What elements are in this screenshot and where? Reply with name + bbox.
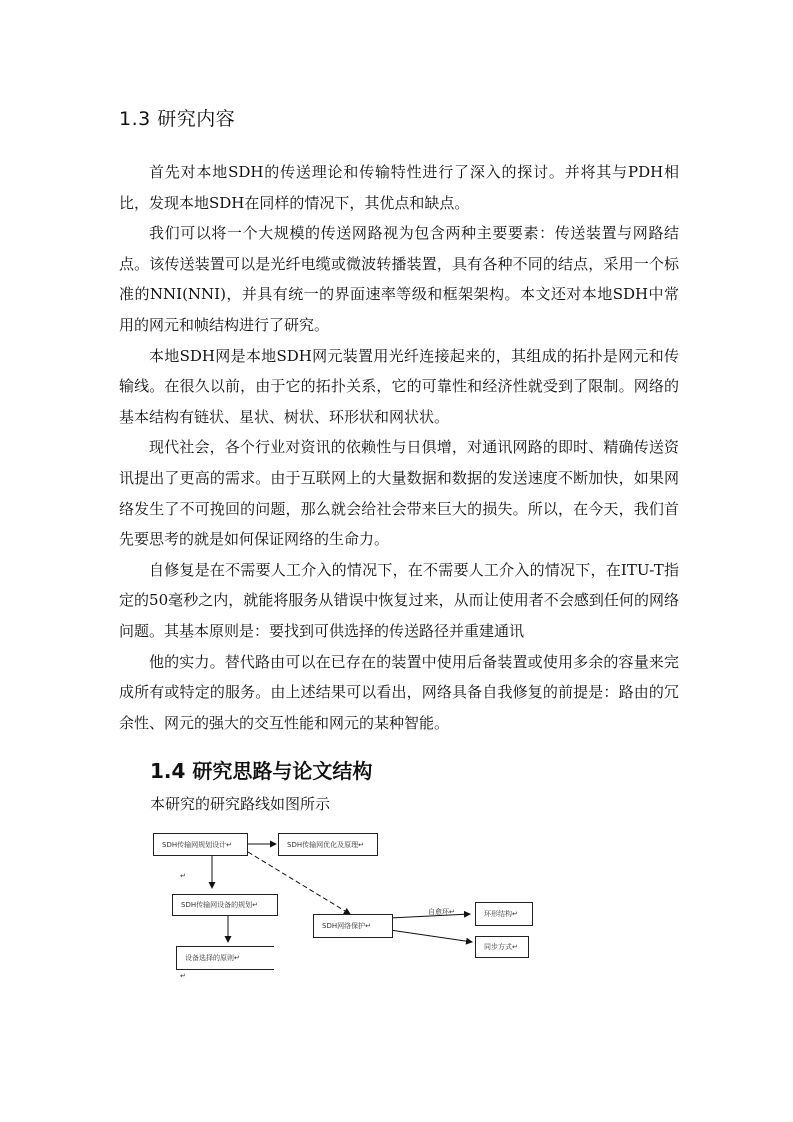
- node-optimization: SDH传输网优化及原理↵: [278, 833, 378, 856]
- node-equipment-planning: SDH传输网设备的规划↵: [172, 894, 278, 916]
- paragraph-1: 首先对本地SDH的传送理论和传输特性进行了深入的探讨。并将其与PDH相比，发现本地SDH在同样的情况下，其优点和缺点。: [119, 163, 679, 212]
- research-route-flowchart: [150, 822, 550, 987]
- section-1-3-body: [119, 157, 679, 738]
- section-heading-1-4: 1.4 研究思路与论文结构: [150, 759, 373, 783]
- node-network-protection: SDH网络保护↵: [313, 914, 393, 938]
- section-heading-1-3: 1.3 研究内容: [119, 108, 236, 130]
- paragraph-4: 现代社会，各个行业对资讯的依赖性与日俱增，对通讯网路的即时、精确传送资讯提出了更高的需求。由于互联网上的大量数据和数据的发送速度不断加快，如果网络发生了不可挽回的问题，那么就会给社会带来巨大的损失。所以，在今天，我们首先要思考的就是如何保证网络的生命力。: [119, 438, 679, 549]
- paragraph-2: 我们可以将一个大规模的传送网路视为包含两种主要要素：传送装置与网路结点。该传送装置可以是光纤电缆或微波转播装置，具有各种不同的结点，采用一个标准的NNI(NNI)，并具有统一的界面速率等级和框架架构。本文还对本地SDH中常用的网元和帧结构进行了研究。: [119, 224, 679, 334]
- paragraph-5: 自修复是在不需要人工介入的情况下，在不需要人工介入的情况下，在ITU-T指定的50毫秒之内，就能将服务从错误中恢复过来，从而让使用者不会感到任何的网络问题。其基本原则是：要找到可供选择的传送路径并重建通讯: [119, 560, 679, 640]
- node-plan: SDH传输网规划设计↵: [153, 833, 248, 856]
- paragraph-3: 本地SDH网是本地SDH网元装置用光纤连接起来的，其组成的拓扑是网元和传输线。在很久以前，由于它的拓扑关系，它的可靠性和经济性就受到了限制。网络的基本结构有链状、星状、树状、环形状和网状状。: [119, 346, 679, 426]
- node-equipment-selection: 设备选择的原则↵: [176, 946, 274, 970]
- node-ring-structure: 环形结构↵: [475, 902, 533, 926]
- node-sync-mode: 同步方式↵: [475, 936, 529, 958]
- arrow-protect-to-sync: [390, 930, 472, 942]
- paragraph-6: 他的实力。替代路由可以在已存在的装置中使用后备装置或使用多余的容量来完成所有或特定的服务。由上述结果可以看出，网络具备自我修复的前提是：路由的冗余性、网元的强大的交互性能和网元的某种智能。: [119, 652, 679, 732]
- return-mark-1: ↵: [180, 872, 186, 880]
- return-mark-2: ↵: [180, 972, 186, 980]
- figure-caption: 本研究的研究路线如图所示: [150, 795, 331, 813]
- edge-label-self-healing-ring: 自愈环↵: [428, 908, 455, 916]
